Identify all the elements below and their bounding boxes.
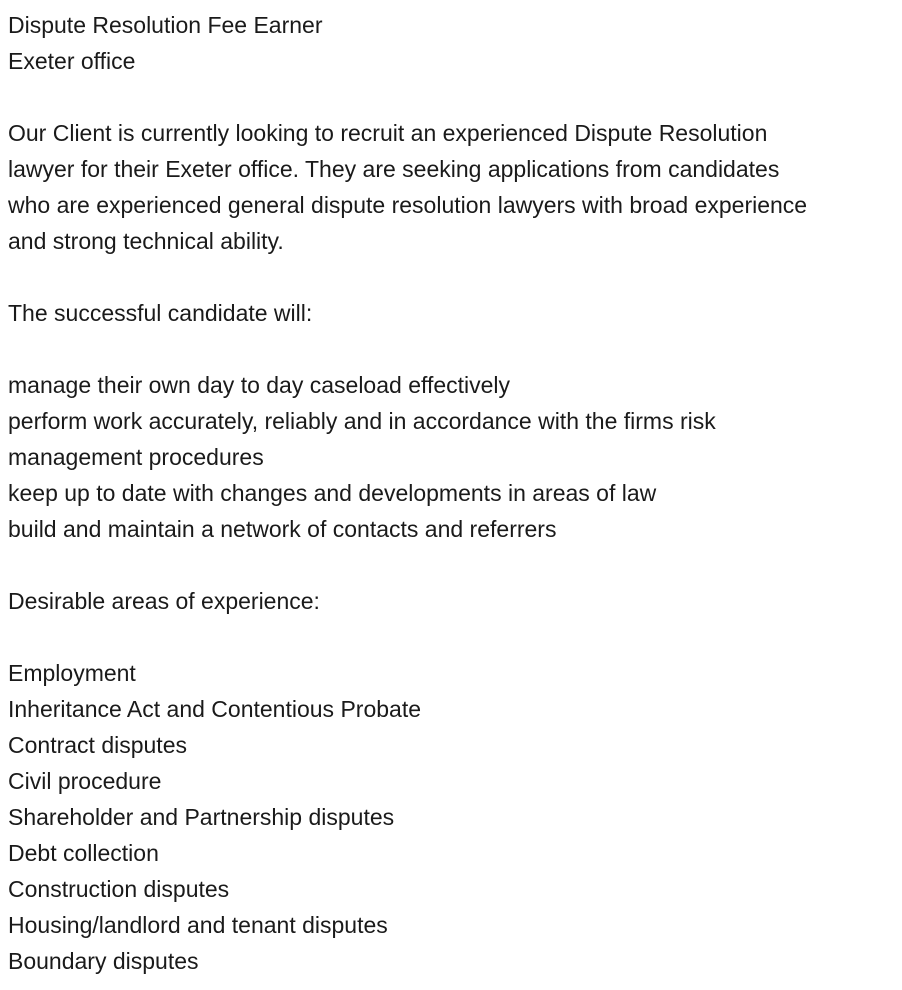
paragraph-spacer	[8, 79, 898, 115]
duty-item: build and maintain a network of contacts and referrers	[8, 516, 557, 542]
experience-list	[8, 655, 898, 979]
job-title: Dispute Resolution Fee Earner	[8, 12, 323, 38]
experience-item: Civil procedure	[8, 768, 162, 794]
intro-line: lawyer for their Exeter office. They are seeking applications from candidates	[8, 156, 780, 182]
experience-item: Debt collection	[8, 840, 159, 866]
intro-line: who are experienced general dispute resolution lawyers with broad experience	[8, 192, 808, 218]
experience-item: Construction disputes	[8, 876, 230, 902]
duties-heading: The successful candidate will:	[8, 300, 313, 326]
experience-item: Contract disputes	[8, 732, 187, 758]
experience-item: Shareholder and Partnership disputes	[8, 804, 395, 830]
paragraph-spacer	[8, 259, 898, 295]
experience-item: Employment	[8, 660, 136, 686]
paragraph-spacer	[8, 331, 898, 367]
duty-item: keep up to date with changes and developments in areas of law	[8, 480, 657, 506]
paragraph-spacer	[8, 547, 898, 583]
job-description-document	[8, 7, 898, 979]
duty-item: management procedures	[8, 444, 264, 470]
paragraph-spacer	[8, 619, 898, 655]
intro-paragraph	[8, 115, 898, 259]
duties-list	[8, 367, 898, 547]
job-location: Exeter office	[8, 48, 136, 74]
experience-item: Boundary disputes	[8, 948, 199, 974]
experience-item: Housing/landlord and tenant disputes	[8, 912, 388, 938]
experience-heading: Desirable areas of experience:	[8, 588, 320, 614]
intro-line: and strong technical ability.	[8, 228, 284, 254]
duty-item: manage their own day to day caseload effectively	[8, 372, 511, 398]
duty-item: perform work accurately, reliably and in accordance with the firms risk	[8, 408, 716, 434]
intro-line: Our Client is currently looking to recruit an experienced Dispute Resolution	[8, 120, 768, 146]
experience-item: Inheritance Act and Contentious Probate	[8, 696, 422, 722]
